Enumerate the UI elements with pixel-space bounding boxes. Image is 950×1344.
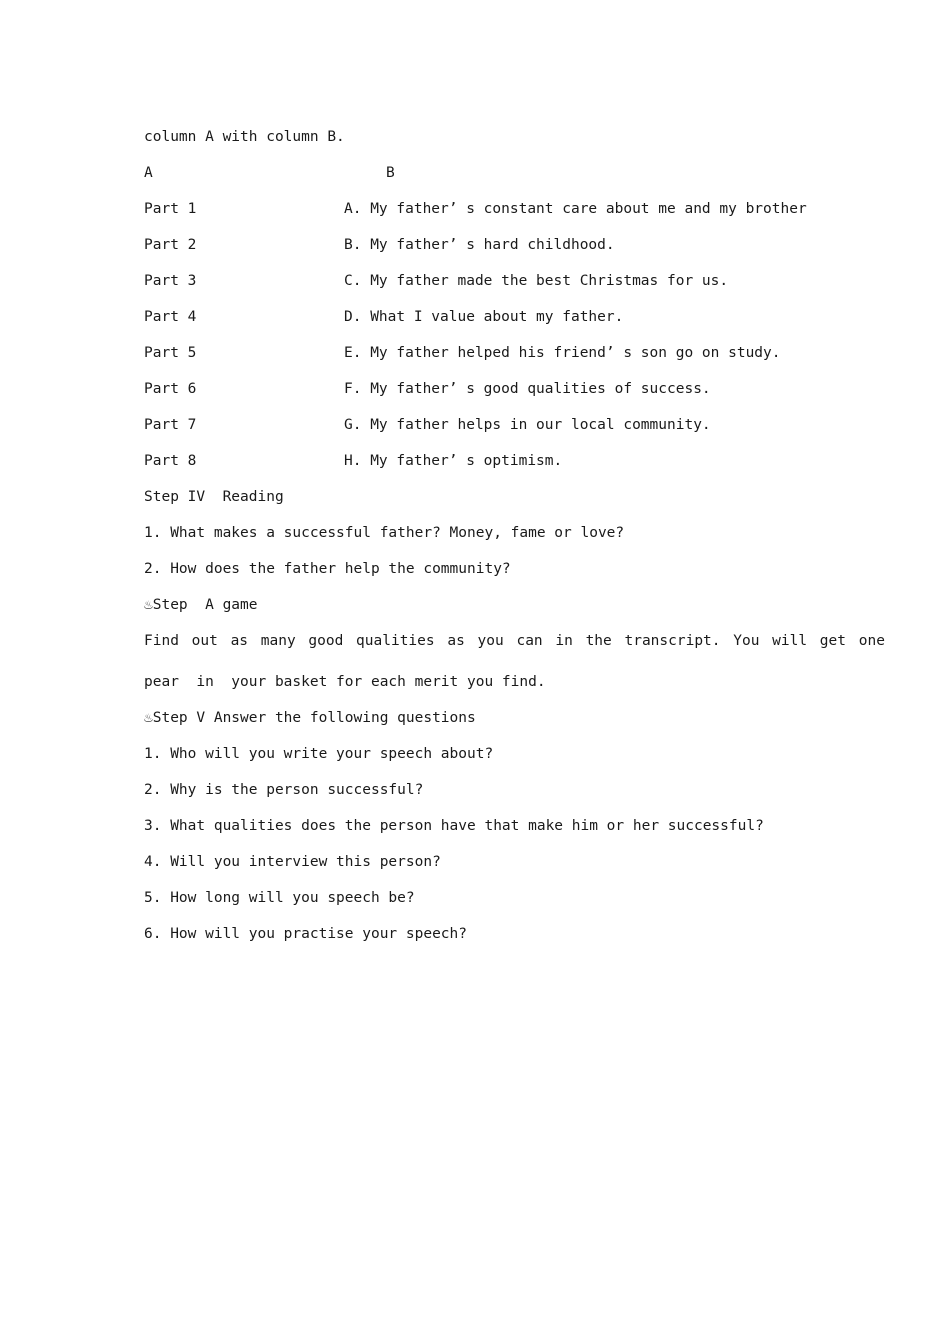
part-label: Part 3 (144, 273, 197, 289)
part-label: Part 5 (144, 345, 197, 361)
game-instruction: Find out as many good qualities as you can in the transcript. You will get one (144, 633, 885, 649)
part-label: Part 8 (144, 453, 197, 469)
part-label: Part 2 (144, 237, 197, 253)
part-description: B. My father’ s hard childhood. (344, 237, 615, 253)
step-v-heading: ♨Step V Answer the following questions (144, 710, 476, 726)
game-heading: ♨Step A game (144, 597, 258, 613)
step-v-question: 2. Why is the person successful? (144, 782, 424, 798)
part-description: F. My father’ s good qualities of success. (344, 381, 711, 397)
intro-line: column A with column B. (144, 129, 345, 145)
step-v-question: 5. How long will you speech be? (144, 890, 415, 906)
step-v-question: 4. Will you interview this person? (144, 854, 441, 870)
column-b-header: B (386, 165, 395, 181)
part-label: Part 4 (144, 309, 197, 325)
column-a-header: A (144, 165, 153, 181)
step-v-question: 3. What qualities does the person have that make him or her successful? (144, 818, 764, 834)
step-v-question: 1. Who will you write your speech about? (144, 746, 494, 762)
part-label: Part 7 (144, 417, 197, 433)
step-v-question: 6. How will you practise your speech? (144, 926, 468, 942)
part-label: Part 1 (144, 201, 197, 217)
part-description: E. My father helped his friend’ s son go on study. (344, 345, 781, 361)
step-iv-question: 1. What makes a successful father? Money, fame or love? (144, 525, 625, 541)
part-description: D. What I value about my father. (344, 309, 624, 325)
part-description: A. My father’ s constant care about me and my brother (344, 201, 807, 217)
step-iv-heading: Step IV Reading (144, 489, 284, 505)
game-instruction: pear in your basket for each merit you find. (144, 674, 546, 690)
part-description: H. My father’ s optimism. (344, 453, 563, 469)
part-description: C. My father made the best Christmas for us. (344, 273, 729, 289)
step-iv-question: 2. How does the father help the community? (144, 561, 511, 577)
part-label: Part 6 (144, 381, 197, 397)
part-description: G. My father helps in our local community. (344, 417, 711, 433)
